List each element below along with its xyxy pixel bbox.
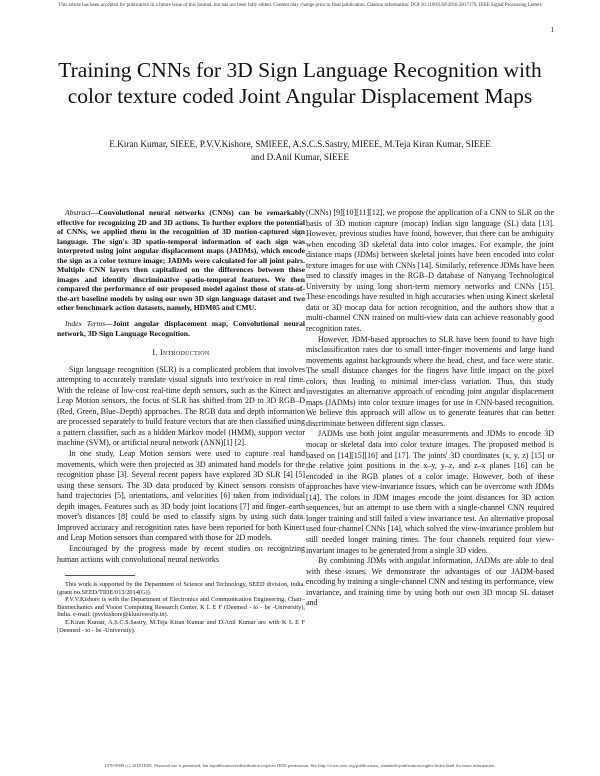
index-terms-label: Index Terms	[65, 319, 106, 329]
intro-paragraph-1: Sign language recognition (SLR) is a complicated problem that involves attempting to accurately translate visual signals into text/voice in real time. With the release of low-cost real-time depth sensors, such as the Kinect and Leap Motion sensors, the focus of SLR has shifted from 2D to 3D RGB–D (Red, Green, Blue–Depth) approaches. The RGB data and depth information are processed separately to build feature vectors that are then classified using a pattern classifier, such as a hidden Markov model (HMM), support vector machine (SVM), or artificial neural network (ANN)[1] [2].	[57, 364, 305, 448]
footnote-affiliation-1: P.V.V.Kishore is with the Department of Electronics and Communication Engineering, Chair–Biomechanics and Vision Computing Research Center, K L E F (Deemed - to - be -University), India. e-mail: (pvvkishore@kluniversity.in).	[57, 596, 305, 619]
body-paragraph-3: JADMs use both joint angular measurements and JDMs to encode 3D mocap or skeletal data into color texture images. The proposed method is based on [14][15][16] and [17]. The joints' 3D coordinates (x, y, z) [15] or the relative joint positions in the x–y, y–z, and z–x planes [16] can be encoded in the RGB planes of a color image. However, both of these approaches have view-invariance issues, which can be overcome with JDMs [14]. The colors in JDM images encode the joint distances for 3D action sequences, but an attempt to use them with a single-channel CNN required longer training and still failed a view invariance test. An alternative proposal used four-channel CNNs [14], which solved the view-invariance problem but still needed longer training times. The four channels required four view-invariant images to be generated from a single 3D video.	[306, 429, 554, 555]
authors-line-2: and D.Anil Kumar, SIEEE	[251, 151, 349, 162]
page-number: 1	[550, 26, 554, 34]
abstract-label: Abstract	[65, 208, 91, 217]
abstract-text: —Convolutional neural networks (CNNs) can be remarkably effective for recognizing 2D and 3D actions. To further explore the potential of CNNs, we applied them in the recognition of 3D motion-captured sign language. The sign's 3D spatio-temporal information of each sign was interpreted using joint angular displacement maps (JADMs), which encode the sign as a color texture image; JADMs were calculated for all joint pairs. Multiple CNN layers then capitalized on the differences between these images and identify discriminative spatio-temporal features. We then compared the performance of our proposed model against those of state-of-the-art baseline models by using our own 3D sign language dataset and two other benchmark action datasets, namely, HDM05 and CMU.	[57, 208, 305, 313]
left-column	[57, 208, 305, 634]
index-terms-text: —Joint angular displacement map, Convolutional neural network, 3D Sign Language Recognition.	[57, 319, 305, 338]
abstract	[57, 208, 305, 313]
footnote-funding: This work is supported by the Department of Science and Technology, SEED division, India. (grant no.SEED/TIDE/013/2014(G)).	[57, 581, 305, 596]
body-paragraph-1: (CNNs) [9][10][11][12], we propose the application of a CNN to SLR on the basis of 3D motion capture (mocap) Indian sign language (SL) data [13]. However, previous studies have found, however, that there can be ambiguity when encoding 3D skeletal data into color images. For example, the joint distance maps (JDMs) between skeletal joints have been encoded into color texture images for use with CNNs [14]. Similarly, reference JDMs have been used to classify images in the RGB–D database of Nanyang Technological University by using long short-term memory networks and CNNs [15]. These encodings have resulted in high accuracies when using Kinect skeletal data or 3D mocap data for action recognition, and the authors show that a multi-channel CNN trained on multi-view data can achieve reasonably good recognition rates.	[306, 208, 554, 334]
body-paragraph-2: However, JDM-based approaches to SLR have been found to have high misclassification rates due to small inter-finger movements and large hand movements against backgrounds where the head, chest, and face were static. The small distance changes for the fingers have little impact on the pixel colors, thus leading to minimal inter-class variation. Thus, this study investigates an alternative approach of encoding joint angular displacement maps (JADMs) into color texture images for use in CNN-based recognition. We believe this approach will allow us to generate features that can better discriminate between different sign classes.	[306, 334, 554, 428]
intro-paragraph-2: In one study, Leap Motion sensors were used to capture real hand movements, which were then projected as 3D animated hand models for the recognition phase [3]. Several recent papers have explored 3D SLR [4] [5] using these sensors. The 3D data produced by Kinect sensors consists of hand trajectories [5], orientations, and velocities [6] taken from individual depth images. Features such as 3D body joint locations [7] and finger–earth mover's distances [8] could be used to classify signs by using such data. Improved accuracy and recognition rates have been reported for both Kinect and Leap Motion sensors than compared with those for 2D models.	[57, 449, 305, 543]
right-column	[306, 208, 554, 609]
publication-notice: This article has been accepted for publication in a future issue of this journal, but has not been fully edited. Content may change prior to final publication. Citation information: DOI 10.1109/LSP.2018.2817179, IEEE Signal Processing Letters	[58, 3, 542, 8]
body-paragraph-4: By combining JDMs with angular information, JADMs are able to deal with these issues. We demonstrate the advantages of our JADM-based encoding by training a single-channel CNN and testing its performance, view invariance, and training time by using both our own 3D mocap SL dataset and	[306, 556, 554, 608]
footnote-rule	[65, 575, 135, 576]
section-heading-introduction: I. Introduction	[152, 348, 210, 358]
paper-title: Training CNNs for 3D Sign Language Recognition with color texture coded Joint Angular Displacement Maps	[58, 58, 542, 108]
authors-line-1: E.Kiran Kumar, SIEEE, P.V.V.Kishore, SMIEEE, A.S.C.S.Sastry, MIEEE, M.Teja Kiran Kumar, SIEEE	[109, 139, 491, 149]
copyright-footer: 1070-9908 (c) 2018 IEEE. Personal use is permitted, but republication/redistribution requires IEEE permission. See http://www.ieee.org/publications_standards/publications/rights/index.html for more information.	[104, 763, 496, 768]
footnote-affiliation-2: E.Kiran Kumar, A.S.C.S.Sastry, M.Teja Kiran Kumar and D.Anil Kumar are with K L E F (Deemed - to - be -University).	[57, 619, 305, 634]
intro-paragraph-3: Encouraged by the progress made by recent studies on recognizing human actions with convolutional neural networks	[57, 543, 305, 564]
index-terms	[57, 319, 305, 338]
author-list	[50, 138, 550, 163]
